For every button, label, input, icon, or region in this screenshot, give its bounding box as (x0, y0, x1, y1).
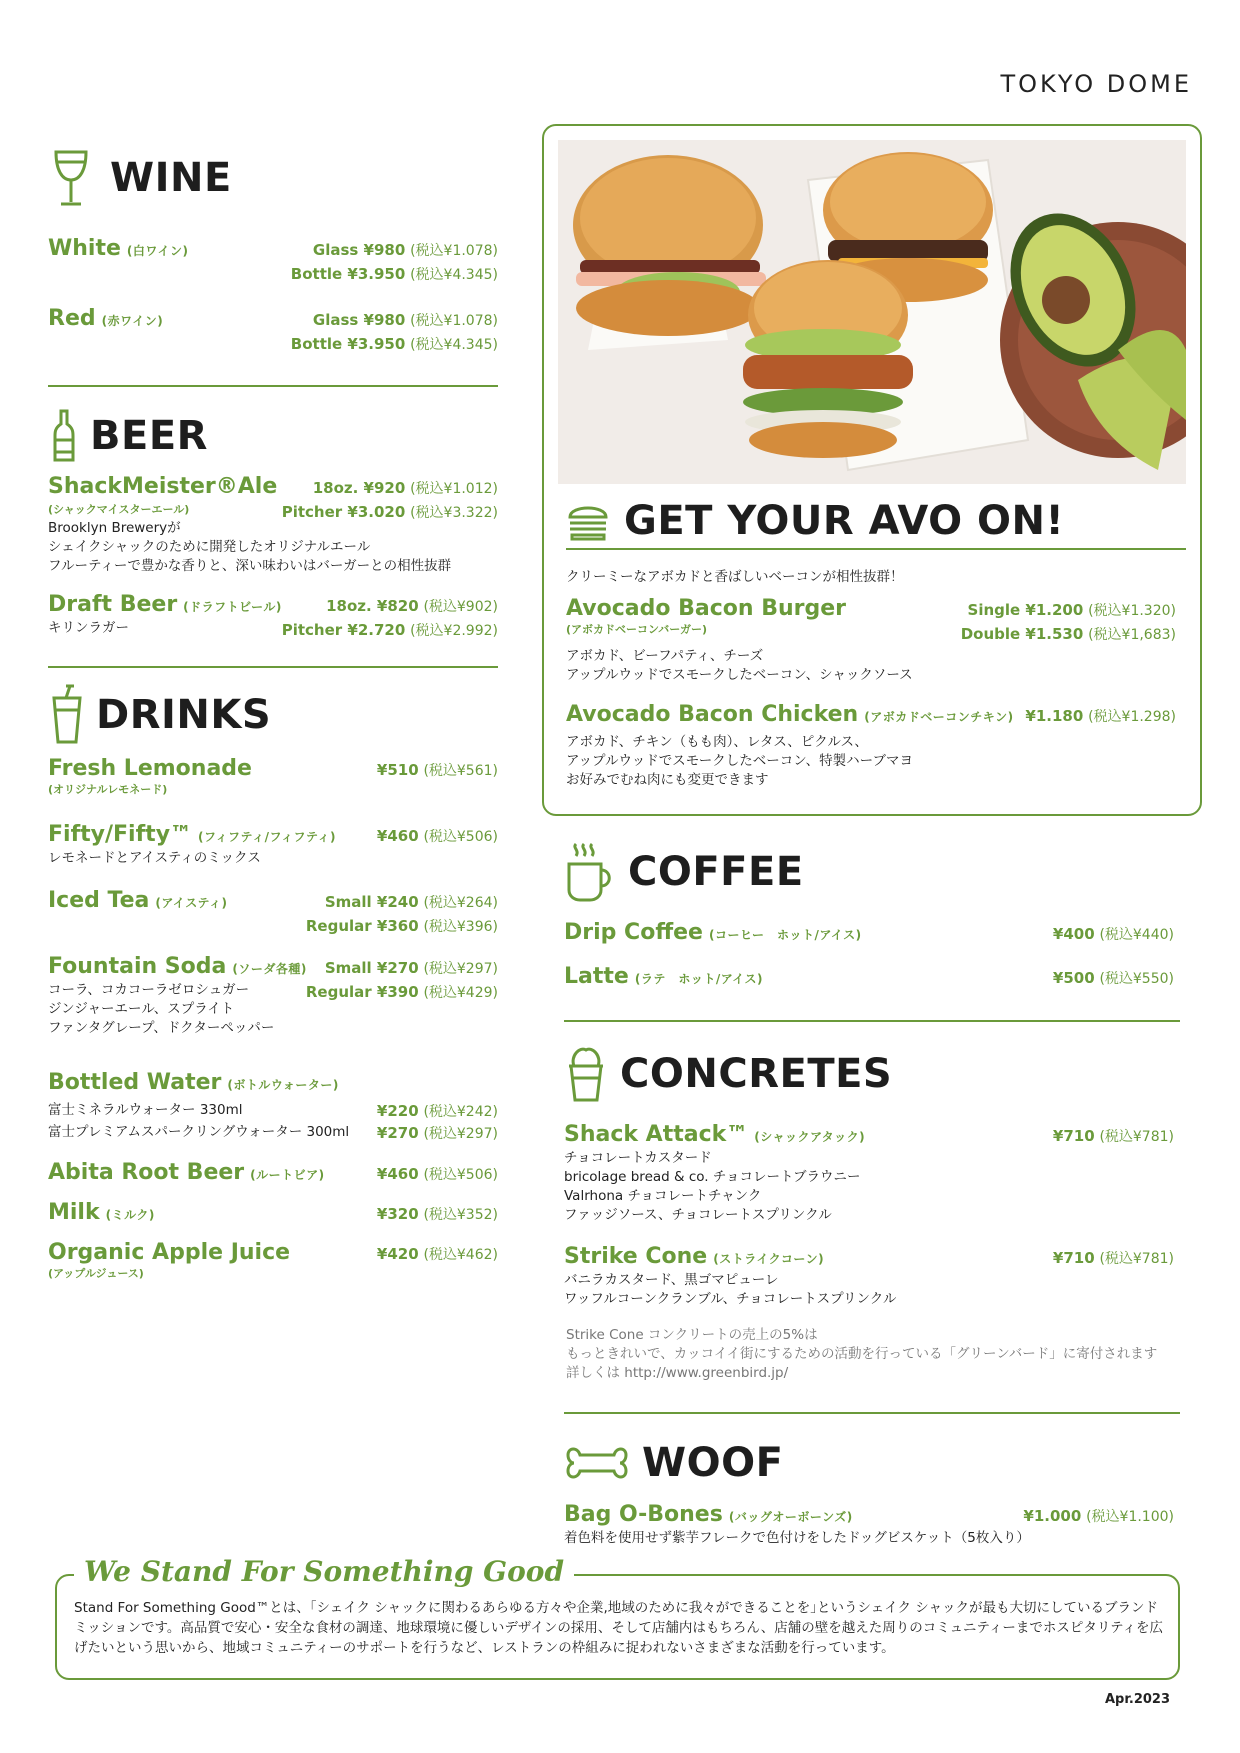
item-desc: 富士ミネラルウォーター 330ml (48, 1102, 243, 1118)
item-name: Avocado Bacon Burger (566, 596, 846, 621)
bone-icon (566, 1443, 628, 1483)
menu-item-bag-o-bones (564, 1502, 1174, 1552)
item-name: Latte (ラテ ホット/アイス) (564, 964, 763, 989)
item-name: Fountain Soda (ソーダ各種) (48, 954, 307, 979)
item-name: Abita Root Beer (ルートビア) (48, 1160, 325, 1185)
item-desc: キリンラガー (48, 620, 129, 636)
sfsg-title: We Stand For Something Good (74, 1555, 574, 1588)
item-desc: コーラ、コカコーラゼロシュガー (48, 982, 250, 998)
menu-item-apple-juice (48, 1240, 498, 1284)
menu-item-iced-tea (48, 888, 498, 938)
store-name: TOKYO DOME (1000, 70, 1192, 98)
avo-intro: クリーミーなアボカドと香ばしいベーコンが相性抜群！ (566, 569, 904, 585)
item-desc: ファッジソース、チョコレートスプリンクル (564, 1207, 832, 1223)
price-line: ¥420 (税込¥462) (376, 1245, 498, 1263)
burger-photo-illustration (558, 140, 1186, 484)
price-line: Small ¥270 (税込¥297) (324, 959, 498, 977)
menu-item-red-wine (48, 306, 498, 356)
item-subname: (アボカドベーコンバーガー) (566, 623, 708, 636)
menu-item-drip-coffee (564, 920, 1174, 950)
wine-title: WINE (110, 155, 232, 201)
price-line: ¥710 (税込¥781) (1052, 1127, 1174, 1145)
item-desc: 着色料を使用せず紫芋フレークで色付けをしたドッグビスケット（5枚入り） (564, 1530, 1030, 1546)
concretes-section-title (566, 1044, 892, 1104)
item-desc: バニラカスタード、黒ゴマピューレ (564, 1272, 779, 1288)
item-name: Bag O-Bones (バッグオーボーンズ) (564, 1502, 853, 1527)
beer-section-title (52, 408, 208, 464)
item-subname: (アップルジュース) (48, 1267, 144, 1280)
price-line: Regular ¥390 (税込¥429) (305, 983, 498, 1001)
sfsg-text: Stand For Something Good™とは、｢シェイク シャックに関わるあらゆる方々や企業,地域のために我々ができることを｣というシェイク シャックが最も大切にしているブランドミッションです。高品質で安心・安全な食材の調達、地球環境に優しいデザインの採用、そして店舗内はもちろん、店舗の壁を越えた周りのコミュニティーまでホスピタリティを広げたいという思いから、地域コミュニティーのサポートを行うなど、レストランの枠組みに捉われないさまざまな活動を行っています。 (74, 1600, 1164, 1656)
price-line: ¥270 (税込¥297) (376, 1124, 498, 1142)
price-line: ¥1.180 (税込¥1.298) (1025, 707, 1176, 725)
divider (564, 1020, 1180, 1022)
menu-item-bottled-water (48, 1070, 498, 1140)
price-line: ¥460 (税込¥506) (376, 1165, 498, 1183)
item-name: Shack Attack™ (シャックアタック) (564, 1122, 866, 1147)
menu-item-avocado-bacon-chicken (566, 702, 1176, 792)
item-desc: ジンジャーエール、スプライト (48, 1001, 235, 1017)
wine-glass-icon (52, 148, 90, 208)
drink-cup-icon (52, 684, 82, 746)
item-name: Draft Beer (ドラフトビール) (48, 592, 282, 617)
item-desc: お好みでむね肉にも変更できます (566, 772, 769, 788)
price-line: Glass ¥980 (税込¥1.078) (312, 241, 498, 259)
item-desc: アボカド、ビーフパティ、チーズ (566, 648, 764, 664)
note-link[interactable]: 詳しくは http://www.greenbird.jp/ (566, 1365, 789, 1381)
price-line: Small ¥240 (税込¥264) (324, 893, 498, 911)
beer-title: BEER (90, 413, 208, 459)
burger-icon (566, 499, 610, 543)
drinks-section-title (52, 684, 271, 746)
price-line: 18oz. ¥820 (税込¥902) (326, 597, 498, 615)
concrete-cup-icon (566, 1044, 606, 1104)
divider (564, 1412, 1180, 1414)
item-name: White (白ワイン) (48, 236, 189, 261)
coffee-cup-icon (566, 842, 614, 902)
price-line: ¥1.000 (税込¥1.100) (1023, 1507, 1174, 1525)
menu-item-root-beer (48, 1160, 498, 1190)
price-line: Bottle ¥3.950 (税込¥4.345) (290, 265, 498, 283)
menu-item-draft-beer (48, 592, 498, 642)
concretes-title: CONCRETES (620, 1051, 893, 1097)
item-desc: アップルウッドでスモークしたベーコン、特製ハーブマヨ (566, 753, 913, 769)
item-desc: ファンタグレープ、ドクターペッパー (48, 1020, 275, 1036)
item-desc: レモネードとアイスティのミックス (48, 850, 261, 866)
price-line: Glass ¥980 (税込¥1.078) (312, 311, 498, 329)
item-name: Organic Apple Juice (48, 1240, 291, 1265)
item-desc: Valrhona チョコレートチャンク (564, 1188, 762, 1204)
note-line: Strike Cone コンクリートの売上の5%は (566, 1327, 818, 1343)
divider (566, 548, 1186, 550)
menu-item-shack-attack (564, 1122, 1174, 1228)
item-desc: チョコレートカスタード (564, 1150, 712, 1166)
divider (48, 666, 498, 668)
menu-item-fountain-soda (48, 954, 498, 1044)
item-desc: bricolage bread & co. チョコレートブラウニー (564, 1169, 861, 1185)
coffee-section-title (566, 842, 804, 902)
item-subname: (オリジナルレモネード) (48, 783, 168, 796)
price-line: ¥320 (税込¥352) (376, 1205, 498, 1223)
item-subname: (シャックマイスターエール) (48, 503, 190, 516)
menu-item-shackmeister (48, 474, 498, 574)
item-desc: シェイクシャックのために開発したオリジナルエール (48, 539, 371, 555)
price-line: ¥710 (税込¥781) (1052, 1249, 1174, 1267)
burger-photo (558, 140, 1186, 484)
menu-item-milk (48, 1200, 498, 1230)
item-desc: フルーティーで豊かな香りと、深い味わいはバーガーとの相性抜群 (48, 558, 452, 574)
price-line: Regular ¥360 (税込¥396) (305, 917, 498, 935)
item-desc: 富士プレミアムスパークリングウォーター 300ml (48, 1124, 350, 1140)
item-name: Avocado Bacon Chicken (アボカドベーコンチキン) (566, 702, 1014, 727)
wine-section-title (52, 148, 232, 208)
price-line: Pitcher ¥3.020 (税込¥3.322) (281, 503, 498, 521)
price-line: ¥400 (税込¥440) (1052, 925, 1174, 943)
price-line: ¥510 (税込¥561) (376, 761, 498, 779)
woof-section-title (566, 1440, 783, 1486)
menu-item-lemonade (48, 756, 498, 800)
menu-item-white-wine (48, 236, 498, 286)
divider (48, 385, 498, 387)
item-desc: アボカド、チキン（もも肉）、レタス、ピクルス、 (566, 734, 868, 750)
price-line: 18oz. ¥920 (税込¥1.012) (312, 479, 498, 497)
woof-title: WOOF (642, 1440, 784, 1486)
menu-item-avocado-bacon-burger (566, 596, 1176, 682)
item-name: Fresh Lemonade (48, 756, 252, 781)
drinks-title: DRINKS (96, 692, 272, 738)
note-line: もっときれいで、カッコイイ街にするための活動を行っている「グリーンバード」に寄付されます (566, 1346, 1158, 1362)
coffee-title: COFFEE (628, 849, 804, 895)
avo-title: GET YOUR AVO ON! (624, 498, 1065, 544)
item-name: Milk (ミルク) (48, 1200, 155, 1225)
price-line: Pitcher ¥2.720 (税込¥2.992) (281, 621, 498, 639)
menu-item-strike-cone (564, 1244, 1174, 1312)
item-name: ShackMeister®Ale (48, 474, 278, 499)
item-name: Red (赤ワイン) (48, 306, 164, 331)
menu-item-latte (564, 964, 1174, 994)
item-desc: アップルウッドでスモークしたベーコン、シャックソース (566, 667, 913, 683)
menu-date: Apr.2023 (1104, 1692, 1170, 1707)
item-desc: ワッフルコーンクランブル、チョコレートスプリンクル (564, 1291, 897, 1307)
avo-section-title (566, 498, 1064, 544)
price-line: Single ¥1.200 (税込¥1.320) (967, 601, 1176, 619)
item-desc: Brooklyn Breweryが (48, 520, 181, 536)
price-line: Double ¥1.530 (税込¥1,683) (960, 625, 1176, 643)
price-line: ¥460 (税込¥506) (376, 827, 498, 845)
menu-item-fifty-fifty (48, 822, 498, 872)
item-name: Bottled Water (ボトルウォーター) (48, 1070, 339, 1095)
greenbird-note (566, 1326, 1157, 1383)
beer-bottle-icon (52, 408, 76, 464)
item-name: Fifty/Fifty™ (フィフティ/フィフティ) (48, 822, 337, 847)
item-name: Strike Cone (ストライクコーン) (564, 1244, 825, 1269)
price-line: ¥220 (税込¥242) (376, 1102, 498, 1120)
item-name: Drip Coffee (コーヒー ホット/アイス) (564, 920, 862, 945)
price-line: ¥500 (税込¥550) (1052, 969, 1174, 987)
item-name: Iced Tea (アイスティ) (48, 888, 228, 913)
price-line: Bottle ¥3.950 (税込¥4.345) (290, 335, 498, 353)
